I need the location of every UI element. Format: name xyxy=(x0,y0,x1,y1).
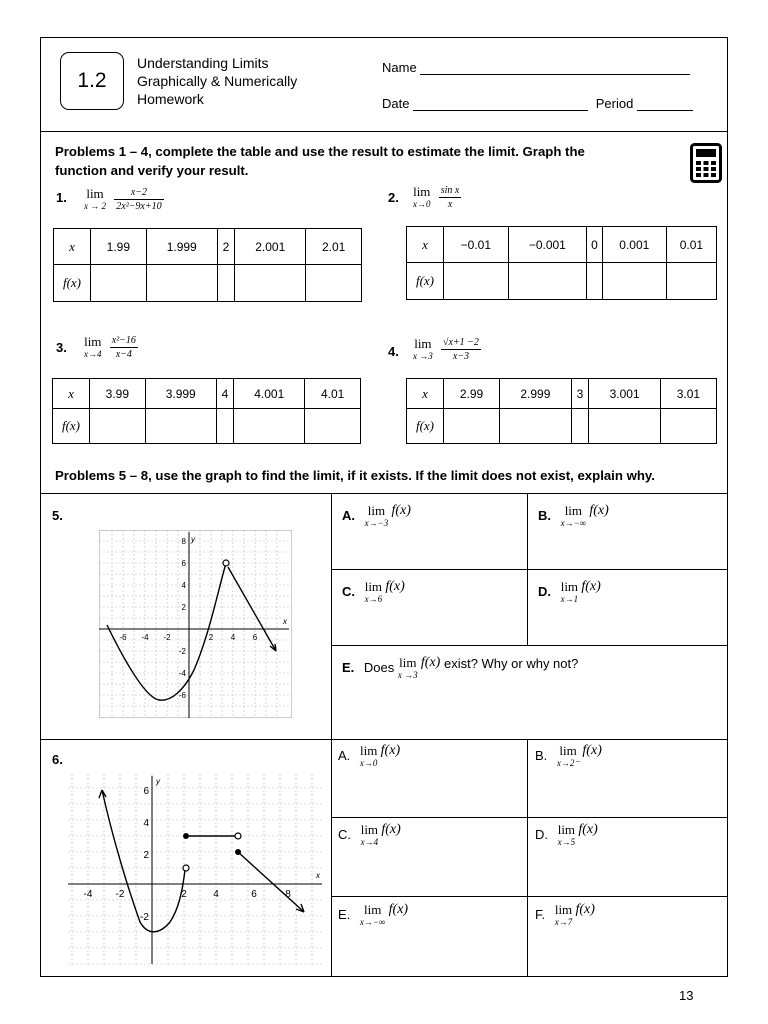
y-tick: 2 xyxy=(143,850,149,861)
lim-approach: x→0 xyxy=(359,758,378,768)
lim-expr: f(x) xyxy=(385,579,405,594)
problem-4-number: 4. xyxy=(388,344,399,359)
problem-6-number: 6. xyxy=(52,752,63,767)
part-e-post: exist? Why or why not? xyxy=(443,656,579,671)
x-value: 2.99 xyxy=(444,379,500,409)
p6-part-f: F. lim x→7 f(x) xyxy=(535,902,595,927)
x-tick: 6 xyxy=(252,633,258,642)
x-tick: 2 xyxy=(208,633,214,642)
y-tick: -4 xyxy=(178,669,186,678)
lim-approach: x →3 xyxy=(413,350,433,361)
fx-cell[interactable] xyxy=(216,409,234,444)
problem-5-graph xyxy=(99,530,292,718)
lim-approach: x→0 xyxy=(413,198,431,209)
problem-4-table xyxy=(406,378,717,444)
fx-cell[interactable] xyxy=(500,409,572,444)
grid-line xyxy=(331,817,728,818)
x-value: 3.001 xyxy=(589,379,661,409)
p6-part-e: E. lim x→−∞ f(x) xyxy=(338,902,409,927)
grid-line xyxy=(331,569,728,570)
date-label: Date xyxy=(382,96,410,111)
x-tick: -2 xyxy=(163,633,171,642)
fx-cell[interactable] xyxy=(146,265,217,302)
x-tick: 4 xyxy=(230,633,236,642)
fx-cell[interactable] xyxy=(444,409,500,444)
fx-cell[interactable] xyxy=(660,409,716,444)
p6-part-d: D. lim x→5 f(x) xyxy=(535,822,598,847)
header-divider xyxy=(40,131,728,132)
x-header: x xyxy=(53,379,90,409)
part-letter: F. xyxy=(535,906,546,922)
grid-line xyxy=(331,493,332,977)
y-tick: -2 xyxy=(140,912,149,923)
title-line-1: Understanding Limits xyxy=(137,55,269,71)
date-field xyxy=(382,96,693,111)
lim-approach: x→1 xyxy=(560,594,579,604)
part1-instr-line2: function and verify your result. xyxy=(55,163,249,178)
problem-1-number: 1. xyxy=(56,190,67,205)
lim-expr: f(x) xyxy=(589,503,609,518)
y-tick: 4 xyxy=(143,818,149,829)
part-e-pre: Does xyxy=(363,659,395,675)
y-tick: 2 xyxy=(181,603,186,612)
grid-line xyxy=(40,493,728,494)
lim-word: lim xyxy=(86,185,104,201)
denominator: x−4 xyxy=(115,349,132,360)
problem-3-number: 3. xyxy=(56,340,67,355)
period-blank[interactable] xyxy=(637,98,693,111)
lim-expr: f(x) xyxy=(381,822,401,837)
part-letter: B. xyxy=(535,747,548,763)
part-letter: D. xyxy=(535,826,548,842)
fx-header: f(x) xyxy=(407,263,444,300)
fx-header: f(x) xyxy=(407,409,444,444)
part-letter: C. xyxy=(342,583,355,599)
p5-part-b: B. lim x→−∞ f(x) xyxy=(538,503,609,528)
x-value: 2.999 xyxy=(500,379,572,409)
p5-part-e: E. Does lim x →3 f(x) exist? Why or why not? xyxy=(342,655,579,680)
fx-cell[interactable] xyxy=(235,265,306,302)
part2-instructions: Problems 5 – 8, use the graph to find the limit, if it exists. If the limit does not exist, explain why. xyxy=(55,468,655,483)
p5-part-c: C. lim x→6 f(x) xyxy=(342,579,405,604)
lim-word: lim xyxy=(414,335,432,351)
y-tick: 6 xyxy=(181,559,186,568)
x-value: −0.001 xyxy=(508,227,586,263)
lim-expr: f(x) xyxy=(581,579,601,594)
lim-approach: x→5 xyxy=(557,837,576,847)
numerator: x²−16 xyxy=(111,335,136,346)
lim-expr: f(x) xyxy=(575,902,595,917)
x-tick: -4 xyxy=(141,633,149,642)
x-value: 2 xyxy=(217,229,235,265)
fx-cell[interactable] xyxy=(587,263,603,300)
lim-expr: f(x) xyxy=(420,655,441,670)
x-header: x xyxy=(407,227,444,263)
x-tick: 6 xyxy=(251,889,257,900)
problem-3-limit xyxy=(84,334,138,361)
lim-approach: x→−∞ xyxy=(359,917,386,927)
numerator: sin x xyxy=(440,185,460,196)
fx-header: f(x) xyxy=(53,409,90,444)
x-value: 1.999 xyxy=(146,229,217,265)
y-tick: 8 xyxy=(181,537,186,546)
x-value: 0.01 xyxy=(666,227,716,263)
problem-6-graph xyxy=(68,774,324,966)
lim-approach: x→7 xyxy=(554,917,573,927)
y-tick: 6 xyxy=(143,786,149,797)
lim-approach: x → 2 xyxy=(84,200,106,211)
lim-approach: x→2⁻ xyxy=(556,758,580,768)
fx-cell[interactable] xyxy=(91,265,147,302)
fx-cell[interactable] xyxy=(145,409,216,444)
lim-approach: x→6 xyxy=(364,594,383,604)
x-value: 2.001 xyxy=(235,229,306,265)
part-letter: B. xyxy=(538,507,551,523)
fx-cell[interactable] xyxy=(305,409,361,444)
part-letter: A. xyxy=(342,507,355,523)
lim-approach: x→−∞ xyxy=(560,518,587,528)
problem-5-number: 5. xyxy=(52,508,63,523)
lim-approach: x→4 xyxy=(84,348,102,359)
x-value: 4 xyxy=(216,379,234,409)
x-tick: -2 xyxy=(115,889,125,900)
lim-expr: f(x) xyxy=(391,503,411,518)
part-letter: D. xyxy=(538,583,551,599)
x-value: −0.01 xyxy=(444,227,509,263)
fx-header: f(x) xyxy=(54,265,91,302)
y-tick: 4 xyxy=(181,581,186,590)
lim-approach: x→4 xyxy=(360,837,379,847)
x-tick: 8 xyxy=(285,889,291,900)
name-label: Name xyxy=(382,60,417,75)
problem-2-number: 2. xyxy=(388,190,399,205)
grid-line xyxy=(331,645,728,646)
x-tick: -4 xyxy=(83,889,93,900)
fx-cell[interactable] xyxy=(444,263,509,300)
x-value: 3.01 xyxy=(660,379,716,409)
x-value: 4.01 xyxy=(305,379,361,409)
part-letter: E. xyxy=(338,906,351,922)
y-axis-label: y xyxy=(191,535,195,544)
problem-4-limit xyxy=(413,336,481,363)
problem-2-limit xyxy=(413,184,461,211)
grid-line xyxy=(40,739,728,740)
y-axis-label: y xyxy=(156,777,160,786)
part1-instr-line1: Problems 1 – 4, complete the table and use the result to estimate the limit. Graph the xyxy=(55,144,585,159)
period-label: Period xyxy=(595,96,634,111)
part-letter: E. xyxy=(342,659,355,675)
name-field xyxy=(382,60,690,75)
x-value: 3.999 xyxy=(145,379,216,409)
page-number: 13 xyxy=(679,988,694,1003)
numerator: √x+1 −2 xyxy=(443,337,479,348)
lim-expr: f(x) xyxy=(388,902,409,917)
lim-expr: f(x) xyxy=(380,743,401,758)
denominator: x xyxy=(447,199,453,210)
x-value: 0 xyxy=(587,227,603,263)
x-axis-label: x xyxy=(316,871,320,880)
p6-part-a: A. lim x→0 f(x) xyxy=(338,743,401,768)
lim-expr: f(x) xyxy=(582,743,602,758)
p6-part-b: B. lim x→2⁻ f(x) xyxy=(535,743,602,768)
lim-approach: x →3 xyxy=(397,670,418,680)
x-value: 3 xyxy=(571,379,589,409)
lim-word: lim xyxy=(413,183,431,199)
fx-cell[interactable] xyxy=(508,263,586,300)
problem-3-table xyxy=(52,378,361,444)
name-blank[interactable] xyxy=(420,62,690,75)
x-header: x xyxy=(407,379,444,409)
denominator: x−3 xyxy=(452,351,470,362)
lim-word: lim xyxy=(84,333,102,349)
x-header: x xyxy=(54,229,91,265)
part-letter: C. xyxy=(338,826,351,842)
section-number: 1.2 xyxy=(77,69,107,92)
problem-1-limit xyxy=(84,186,164,213)
p5-part-a: A. lim x→−3 f(x) xyxy=(342,503,411,528)
problem-1-table xyxy=(53,228,362,302)
numerator: x−2 xyxy=(114,186,163,200)
denominator: 2x²−9x+10 xyxy=(116,201,162,212)
x-value: 3.99 xyxy=(90,379,146,409)
x-value: 0.001 xyxy=(602,227,666,263)
x-value: 1.99 xyxy=(91,229,147,265)
fx-cell[interactable] xyxy=(666,263,716,300)
calculator-icon xyxy=(690,143,722,183)
x-tick: 2 xyxy=(181,889,187,900)
part1-instructions xyxy=(55,142,585,180)
fx-cell[interactable] xyxy=(306,265,362,302)
worksheet-title xyxy=(137,54,297,108)
fx-cell[interactable] xyxy=(602,263,666,300)
lim-approach: x→−3 xyxy=(364,518,389,528)
p6-part-c: C. lim x→4 f(x) xyxy=(338,822,401,847)
grid-line xyxy=(331,896,728,897)
fx-cell[interactable] xyxy=(90,409,146,444)
title-line-2: Graphically & Numerically xyxy=(137,73,298,89)
x-axis-label: x xyxy=(283,617,287,626)
lim-expr: f(x) xyxy=(578,822,598,837)
fx-cell[interactable] xyxy=(571,409,589,444)
section-badge xyxy=(60,52,124,110)
fx-cell[interactable] xyxy=(217,265,235,302)
x-value: 2.01 xyxy=(306,229,362,265)
part-letter: A. xyxy=(338,747,351,763)
y-tick: -6 xyxy=(178,691,186,700)
fx-cell[interactable] xyxy=(589,409,661,444)
fx-cell[interactable] xyxy=(234,409,305,444)
grid-line xyxy=(527,739,528,977)
y-tick: -2 xyxy=(178,647,186,656)
date-blank[interactable] xyxy=(413,98,588,111)
title-line-3: Homework xyxy=(137,91,204,107)
x-tick: 4 xyxy=(213,889,219,900)
x-value: 4.001 xyxy=(234,379,305,409)
problem-2-table xyxy=(406,226,717,300)
x-tick: -6 xyxy=(119,633,127,642)
p5-part-d: D. lim x→1 f(x) xyxy=(538,579,601,604)
